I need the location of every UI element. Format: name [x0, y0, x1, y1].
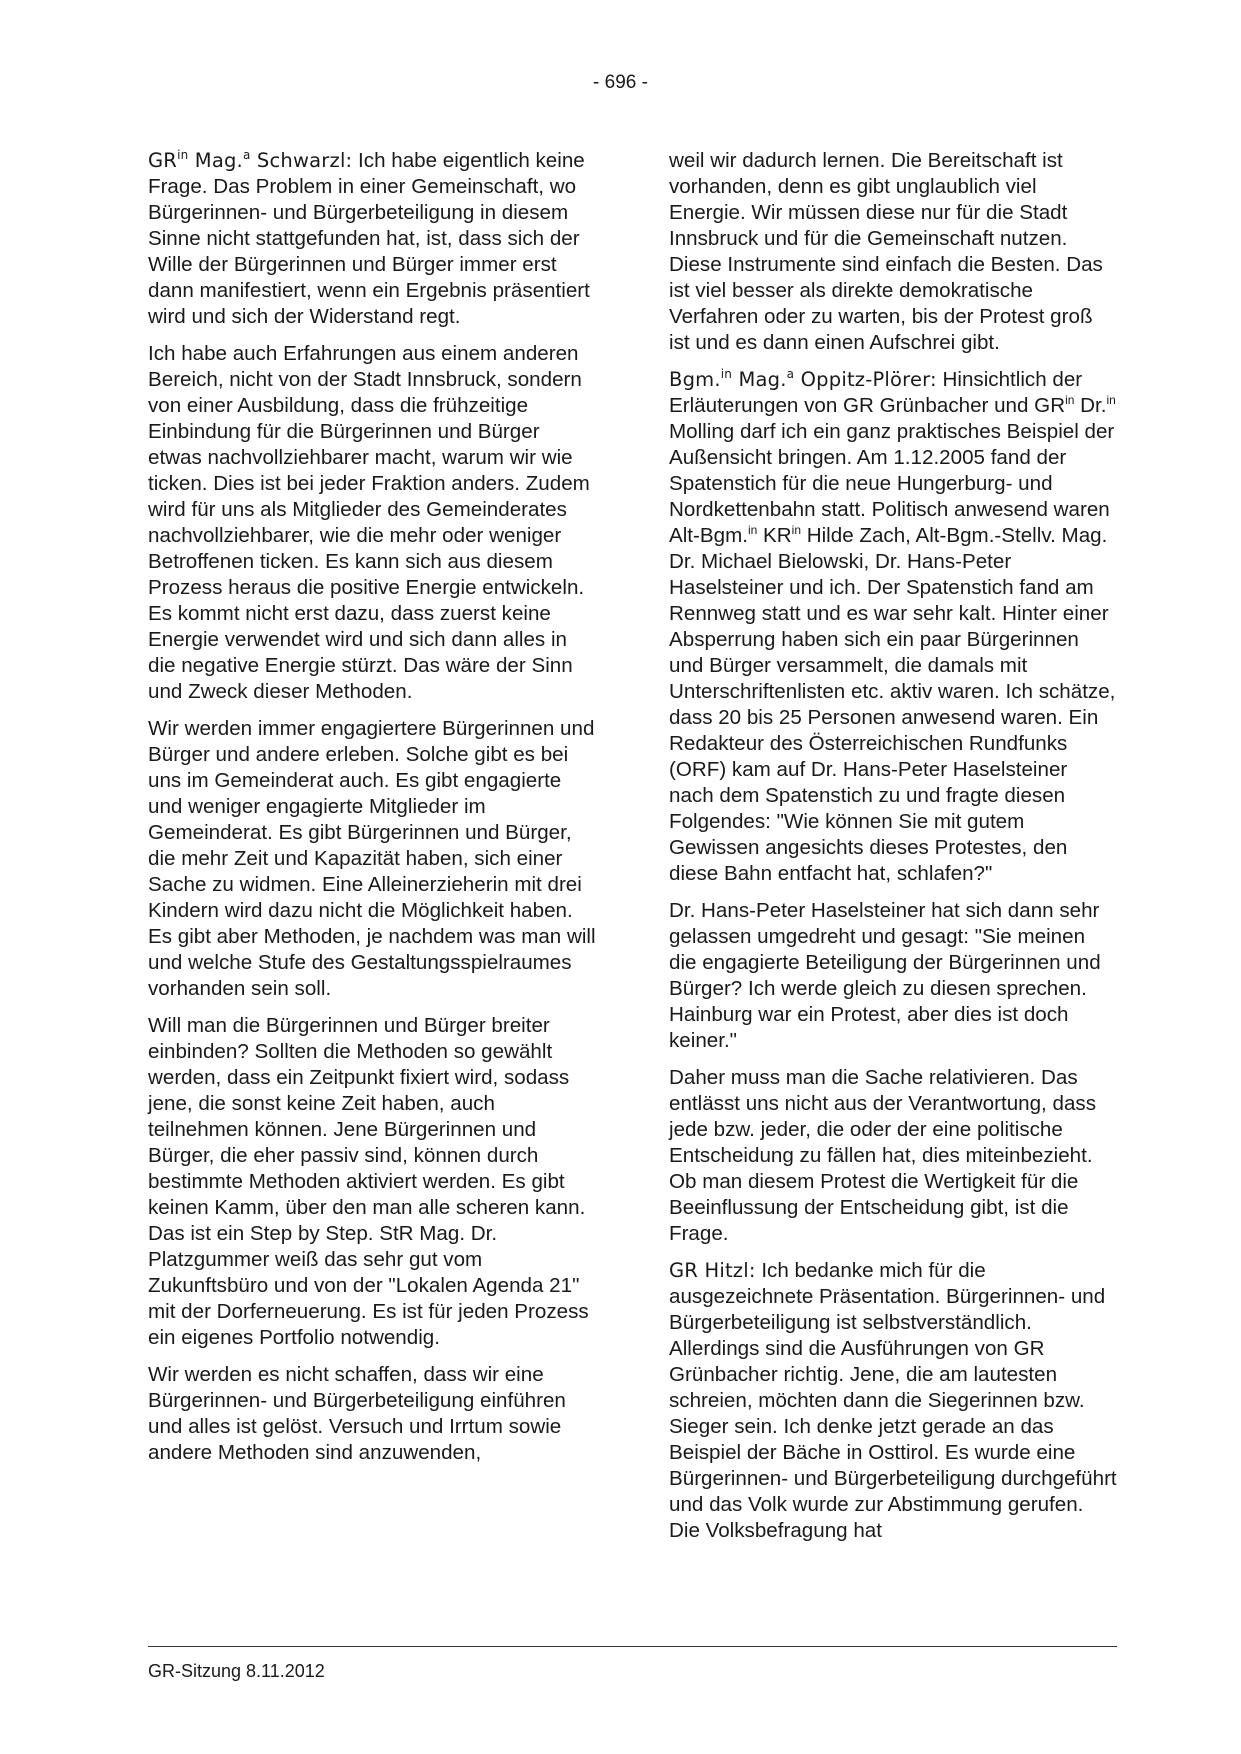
paragraph: Will man die Bürgerinnen und Bürger breiter einbinden? Sollten die Methoden so gewählt werden, dass ein Zeitpunkt fixiert wird, sodass jene, die sonst keine Zeit haben, auch teilnehmen können. Jene Bürgerinnen und Bürger, die eher passiv sind, können durch bestimmte Methoden aktiviert werden. Es gibt keinen Kamm, über den man alle scheren kann. Das ist ein Step by Step. StR Mag. Dr. Platzgummer weiß das sehr gut vom Zukunftsbüro und von der "Lokalen Agenda 21" mit der Dorferneuerung. Es ist für jeden Prozess ein eigenes Portfolio notwendig.: [148, 1014, 589, 1349]
paragraph-text: Ich habe eigentlich keine Frage. Das Problem in einer Gemeinschaft, wo Bürgerinnen- und Bürgerbeteiligung in diesem Sinne nicht stattgefunden hat, ist, dass sich der Wille der Bürgerinnen und Bürger immer erst dann manifestiert, wenn ein Ergebnis präsentiert wird und sich der Widerstand regt.: [148, 149, 590, 328]
paragraph-text: Ich bedanke mich für die ausgezeichnete Präsentation. Bürgerinnen- und Bürgerbeteiligung ist selbstverständlich. Allerdings sind die Ausführungen von GR Grünbacher richtig. Jene, die am lautesten schreien, möchten dann die Siegerinnen bzw. Sieger sein. Ich denke jetzt gerade an das Beispiel der Bäche in Osttirol. Es wurde eine Bürgerinnen- und Bürgerbeteiligung durchgeführt und das Volk wurde zur Abstimmung gerufen. Die Volksbefragung hat: [669, 1259, 1117, 1542]
speaker-schwarzl: $GR^{in}$ Mag.$^a$ Schwarzl:: [148, 148, 353, 172]
paragraph: Daher muss man die Sache relativieren. Das entlässt uns nicht aus der Verantwortung, dass jede bzw. jeder, die oder der eine politische Entscheidung zu fällen hat, dies miteinbezieht. Ob man diesem Protest die Wertigkeit für die Beeinflussung der Entscheidung gibt, ist die Frage.: [669, 1066, 1096, 1245]
paragraph-oppitz-ploerer: Bgm.$^{in}$ Mag.$^a$ Oppitz-Plörer: Hinsichtlich der Erläuterungen von GR Grünbacher und $GR^{in}$ Dr.$^{in}$ Molling darf ich ein ganz praktisches Beispiel der Außensicht bringen. Am 1.12.2005 fand der Spatenstich für die neue Hungerburg- und Nordkettenbahn statt. Politisch anwesend waren Alt-Bgm.$^{in}$ $KR^{in}$ Hilde Zach, Alt-Bgm.-Stellv. Mag. Dr. Michael Bielowski, Dr. Hans-Peter Haselsteiner und ich. Der Spatenstich fand am Rennweg statt und es war sehr kalt. Hinter einer Absperrung haben sich ein paar Bürgerinnen und Bürger versammelt, die damals mit Unterschriftenlisten etc. aktiv waren. Ich schätze, dass 20 bis 25 Personen anwesend waren. Ein Redakteur des Österreichischen Rundfunks (ORF) kam auf Dr. Hans-Peter Haselsteiner nach dem Spatenstich zu und fragte diesen Folgendes: "Wie können Sie mit gutem Gewissen angesichts dieses Protestes, den diese Bahn entfacht hat, schlafen?": [669, 367, 1116, 885]
right-column: [669, 148, 1117, 1555]
speaker-oppitz-ploerer: Bgm.$^{in}$ Mag.$^a$ Oppitz-Plörer:: [669, 367, 937, 391]
paragraph: Ich habe auch Erfahrungen aus einem anderen Bereich, nicht von der Stadt Innsbruck, sondern von einer Ausbildung, dass die frühzeitige Einbindung für die Bürgerinnen und Bürger etwas nachvollziehbarer macht, warum wir wie ticken. Dies ist bei jeder Fraktion anders. Zudem wird für uns als Mitglieder des Gemeinderates nachvollziehbarer, wie die mehr oder weniger Betroffenen ticken. Es kann sich aus diesem Prozess heraus die positive Energie entwickeln. Es kommt nicht erst dazu, dass zuerst keine Energie verwendet wird und sich dann alles in die negative Energie stürzt. Das wäre der Sinn und Zweck dieser Methoden.: [148, 342, 590, 703]
paragraph-schwarzl: [148, 148, 596, 330]
paragraph-hitzl: [669, 1258, 1117, 1544]
paragraph: Dr. Hans-Peter Haselsteiner hat sich dann sehr gelassen umgedreht und gesagt: "Sie meinen die engagierte Beteiligung der Bürgerinnen und Bürger? Ich werde gleich zu diesen sprechen. Hainburg war ein Protest, aber dies ist doch keiner.": [669, 899, 1101, 1052]
paragraph: Wir werden immer engagiertere Bürgerinnen und Bürger und andere erleben. Solche gibt es bei uns im Gemeinderat auch. Es gibt engagierte und weniger engagierte Mitglieder im Gemeinderat. Es gibt Bürgerinnen und Bürger, die mehr Zeit und Kapazität haben, sich einer Sache zu widmen. Eine Alleinerzieherin mit drei Kindern wird dazu nicht die Möglichkeit haben. Es gibt aber Methoden, je nachdem was man will und welche Stufe des Gestaltungsspielraumes vorhanden sein soll.: [148, 717, 596, 1000]
footer-divider: [148, 1646, 1117, 1647]
footer-session-date: GR-Sitzung 8.11.2012: [148, 1661, 325, 1681]
page-number: - 696 -: [593, 72, 648, 93]
paragraph: Wir werden es nicht schaffen, dass wir eine Bürgerinnen- und Bürgerbeteiligung einführen und alles ist gelöst. Versuch und Irrtum sowie andere Methoden sind anzuwenden,: [148, 1363, 566, 1464]
paragraph: weil wir dadurch lernen. Die Bereitschaft ist vorhanden, denn es gibt unglaublich viel Energie. Wir müssen diese nur für die Stadt Innsbruck und für die Gemeinschaft nutzen. Diese Instrumente sind einfach die Besten. Das ist viel besser als direkte demokratische Verfahren oder zu warten, bis der Protest groß ist und es dann einen Aufschrei gibt.: [669, 149, 1103, 354]
left-column: [148, 148, 596, 1477]
speaker-hitzl: GR Hitzl:: [669, 1259, 756, 1282]
